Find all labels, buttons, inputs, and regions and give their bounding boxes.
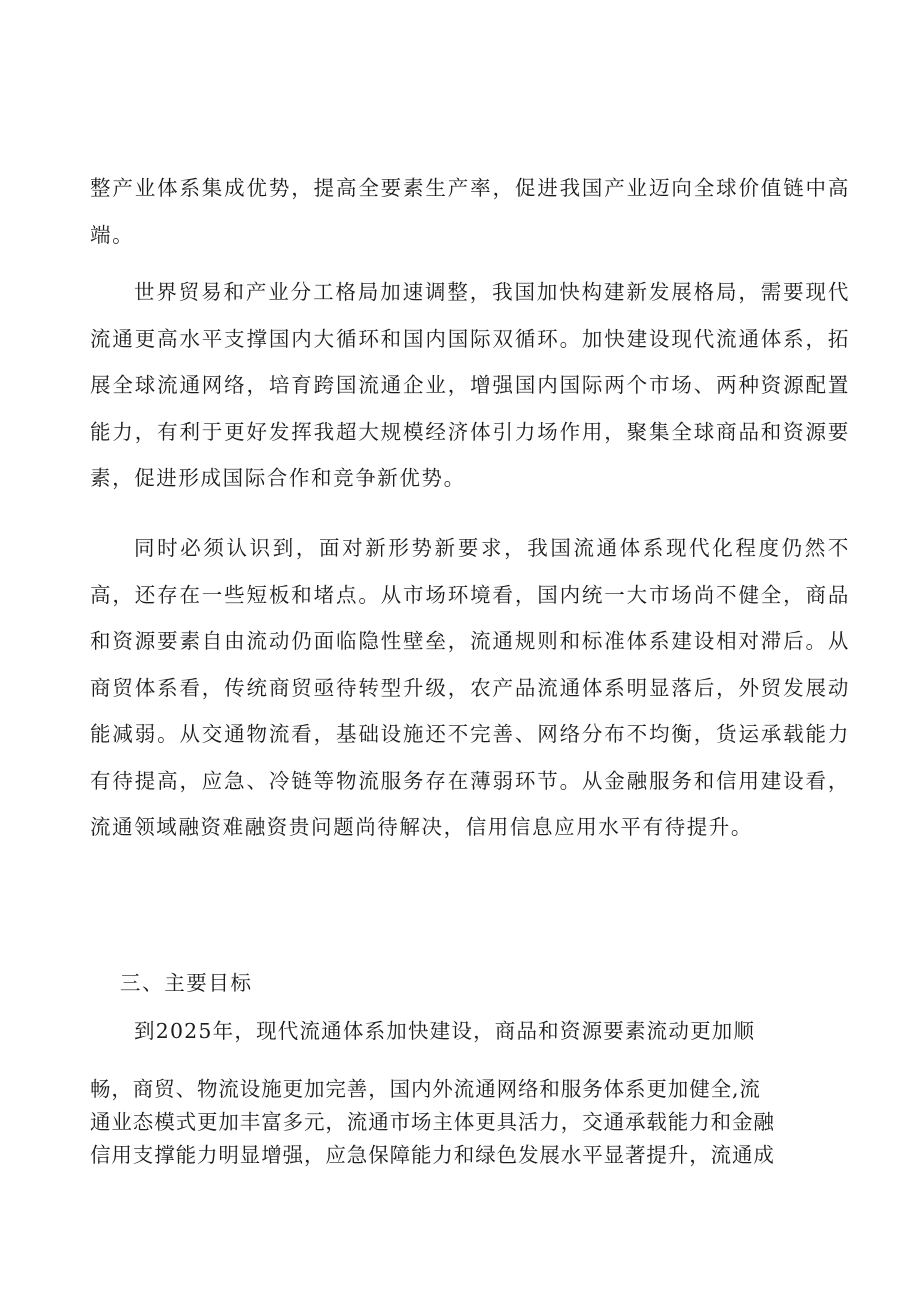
goal-line: 畅，商贸、物流设施更加完善，国内外流通网络和服务体系更加健全,流 (90, 1077, 761, 1101)
goal-line: 通业态模式更加丰富多元，流通市场主体更具活力，交通承载能力和金融 (90, 1110, 775, 1134)
paragraph-shortcomings: 同时必须认识到，面对新形势新要求，我国流通体系现代化程度仍然不高，还存在一些短板和堵点。从市场环境看，国内统一大市场尚不健全，商品和资源要素自由流动仍面临隐性壁垒，流通规则和标准体系建设相对滞后。从商贸体系看，传统商贸亟待转型升级，农产品流通体系明显落后，外贸发展动能减弱。从交通物流看，基础设施还不完善、网络分布不均衡，货运承载能力有待提高，应急、冷链等物流服务存在薄弱环节。从金融服务和信用建设看，流通领域融资难融资贵问题尚待解决，信用信息应用水平有待提升。 (90, 536, 850, 839)
paragraph-continuation: 整产业体系集成优势，提高全要素生产率，促进我国产业迈向全球价值链中高端。 (90, 176, 850, 247)
goal-lead-line: 到2025年，现代流通体系加快建设，商品和资源要素流动更加顺 (134, 1019, 756, 1043)
paragraph-trade-pattern: 世界贸易和产业分工格局加速调整，我国加快构建新发展格局，需要现代流通更高水平支撑国内大循环和国内国际双循环。加快建设现代流通体系，拓展全球流通网络，培育跨国流通企业，增强国内国际两个市场、两种资源配置能力，有利于更好发挥我超大规模经济体引力场作用，聚集全球商品和资源要素，促进形成国际合作和竞争新优势。 (90, 280, 850, 490)
section-heading: 三、主要目标 (120, 971, 253, 995)
goal-paragraph (90, 1073, 850, 1172)
goal-line: 信用支撑能力明显增强，应急保障能力和绿色发展水平显著提升，流通成 (90, 1143, 775, 1167)
